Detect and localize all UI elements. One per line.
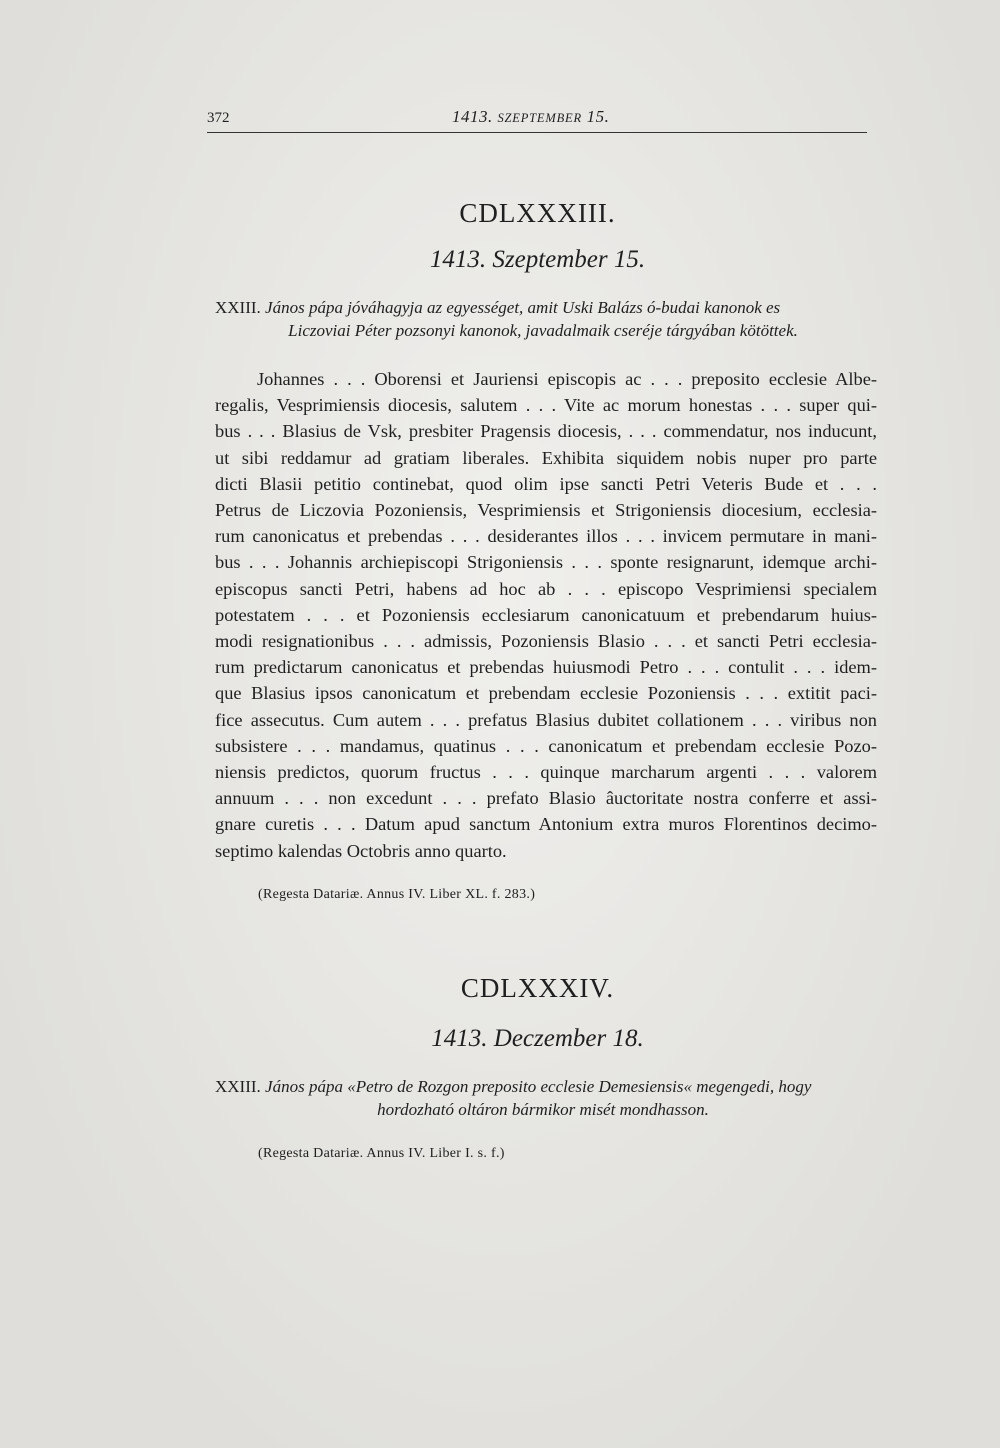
- entry1-number: CDLXXXIII.: [459, 198, 616, 228]
- body-line: dicti Blasii petitio continebat, quod olim ipse sancti Petri Veteris Bude et . . .: [215, 473, 877, 494]
- running-head: [207, 106, 867, 133]
- body-line: ut sibi reddamur ad gratiam liberales. Exhibita siquidem nobis nuper pro parte: [215, 447, 877, 468]
- body-line: modi resignationibus . . . admissis, Pozoniensis Blasio . . . et sancti Petri ecclesia-: [215, 631, 877, 652]
- entry2-regest-number: XXIII.: [215, 1077, 261, 1096]
- running-head-day: 15.: [586, 107, 610, 126]
- body-line: regalis, Vesprimiensis diocesis, salutem . . . Vite ac morum honestas . . . super qui-: [215, 395, 877, 416]
- body-line: bus . . . Johannis archiepiscopi Strigoniensis . . . sponte resignarunt, idemque archi-: [215, 552, 877, 573]
- entry2-number: CDLXXXIV.: [460, 973, 615, 1003]
- entry2-date: 1413. Deczember 18.: [431, 1025, 644, 1052]
- entry1-body-text: [215, 366, 877, 864]
- entry1-regest-number: XXIII.: [215, 298, 261, 317]
- entry2-source: (Regesta Datariæ. Annus IV. Liber I. s. f.): [258, 1146, 505, 1161]
- body-line: que Blasius ipsos canonicatum et prebendam ecclesie Pozoniensis . . . extitit paci-: [215, 683, 877, 704]
- entry2-regest-line2: hordozható oltáron bármikor misét mondhasson.: [377, 1100, 709, 1119]
- running-head-date: [452, 107, 609, 127]
- running-head-month: SZEPTEMBER: [497, 111, 582, 125]
- body-line: subsistere . . . mandamus, quatinus . . . canonicatum et prebendam ecclesie Pozo-: [215, 735, 877, 756]
- entry2-regest: [215, 1075, 871, 1121]
- entry1-regest-line1: János pápa jóváhagyja az egyességet, amit Uski Balázs ó-budai kanonok es: [265, 298, 781, 317]
- entry1-regest-line2: Liczoviai Péter pozsonyi kanonok, javadalmaik cseréje tárgyában kötöttek.: [288, 321, 798, 340]
- entry1-regest: [215, 296, 871, 342]
- body-line: episcopus sancti Petri, habens ad hoc ab . . . episcopo Vesprimiensi specialem: [215, 578, 877, 599]
- body-line: rum canonicatus et prebendas . . . desiderantes illos . . . invicem permutare in mani-: [215, 526, 877, 547]
- body-line: septimo kalendas Octobris anno quarto.: [215, 840, 507, 861]
- body-line: annuum . . . non excedunt . . . prefato Blasio âuctoritate nostra conferre et assi-: [215, 788, 877, 809]
- body-line: bus . . . Blasius de Vsk, presbiter Pragensis diocesis, . . . commendatur, nos inducunt,: [215, 421, 877, 442]
- body-line: potestatem . . . et Pozoniensis ecclesiarum canonicatuum et prebendarum huius-: [215, 604, 877, 625]
- running-head-year: 1413.: [452, 107, 493, 126]
- body-line: gnare curetis . . . Datum apud sanctum Antonium extra muros Florentinos decimo-: [215, 814, 877, 835]
- body-line: niensis predictos, quorum fructus . . . quinque marcharum argenti . . . valorem: [215, 762, 877, 783]
- body-line: Johannes . . . Oborensi et Jauriensi episcopis ac . . . preposito ecclesie Albe-: [257, 369, 877, 389]
- page-number: 372: [207, 110, 230, 126]
- body-line: fice assecutus. Cum autem . . . prefatus Blasius dubitet collationem . . . viribus non: [215, 709, 877, 730]
- body-line: Petrus de Liczovia Pozoniensis, Vesprimiensis et Strigoniensis diocesium, ecclesia-: [215, 500, 877, 521]
- entry1-source: (Regesta Datariæ. Annus IV. Liber XL. f. 283.): [258, 887, 536, 902]
- entry1-date: 1413. Szeptember 15.: [429, 246, 646, 273]
- body-line: rum predictarum canonicatus et prebendas huiusmodi Petro . . . contulit . . . idem-: [215, 657, 877, 678]
- entry2-regest-line1: János pápa «Petro de Rozgon preposito ecclesie Demesiensis« megengedi, hogy: [265, 1077, 812, 1096]
